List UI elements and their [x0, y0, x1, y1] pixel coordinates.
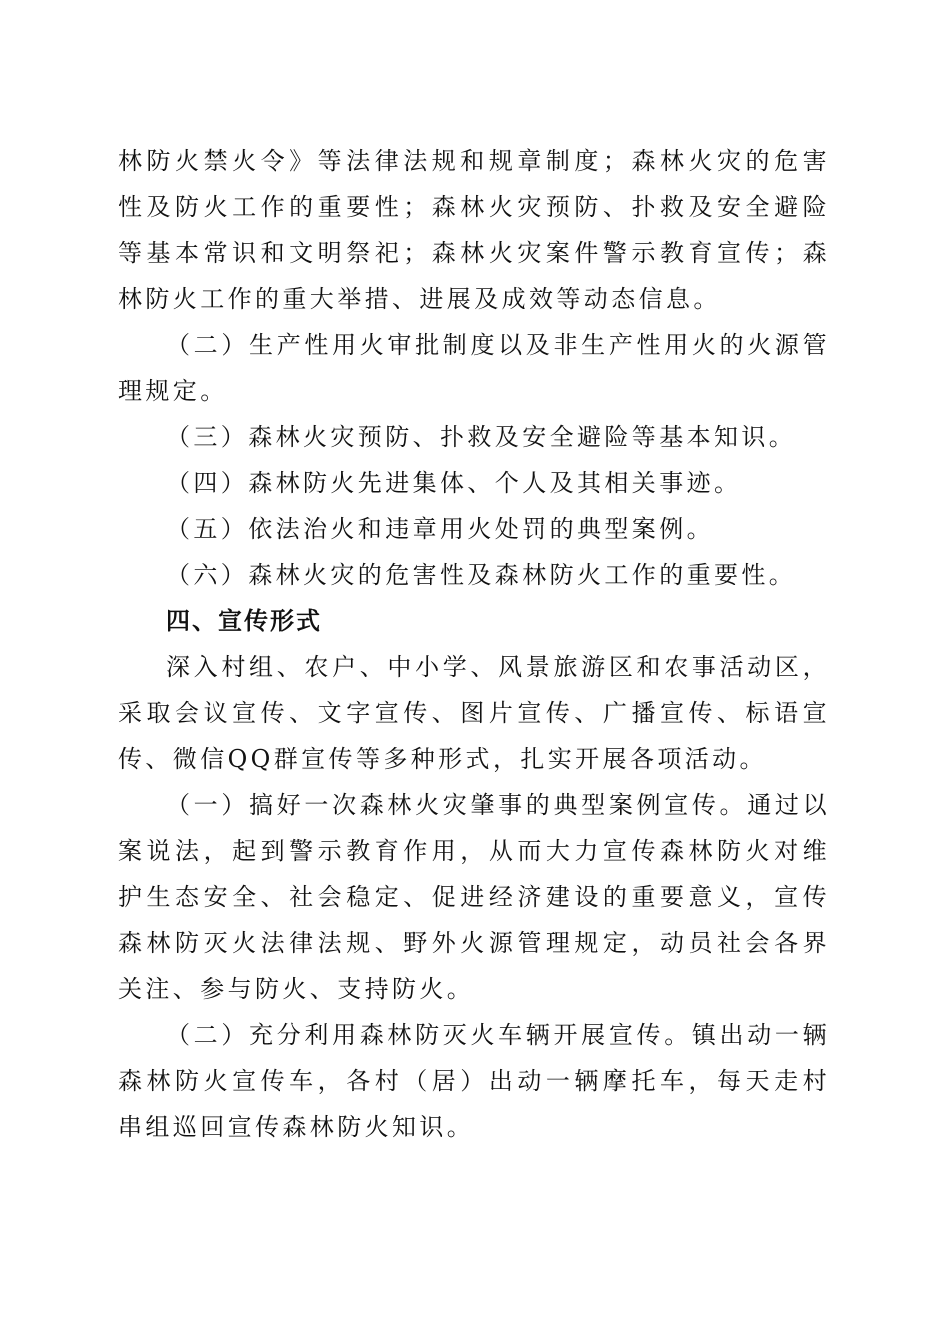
- paragraph-item-4: （四）森林防火先进集体、个人及其相关事迹。: [166, 469, 742, 497]
- section-heading-publicity-forms: 四、宣传形式: [166, 607, 322, 635]
- paragraph-item-5: （五）依法治火和违章用火处罚的典型案例。: [166, 515, 714, 543]
- paragraph-form-2: （二）充分利用森林防灭火车辆开展宣传。镇出动一辆森林防火宣传车，各村（居）出动一辆摩托车，每天走村串组巡回宣传森林防火知识。: [118, 1021, 830, 1141]
- document-body: [118, 138, 830, 1150]
- paragraph-item-3: （三）森林火灾预防、扑救及安全避险等基本知识。: [166, 423, 797, 451]
- paragraph-publicity-intro: 深入村组、农户、中小学、风景旅游区和农事活动区，采取会议宣传、文字宣传、图片宣传、广播宣传、标语宣传、微信QQ群宣传等多种形式，扎实开展各项活动。: [118, 653, 830, 773]
- paragraph-item-2: （二）生产性用火审批制度以及非生产性用火的火源管理规定。: [118, 331, 830, 405]
- paragraph-item-6: （六）森林火灾的危害性及森林防火工作的重要性。: [166, 561, 797, 589]
- paragraph-form-1: （一）搞好一次森林火灾肇事的典型案例宣传。通过以案说法，起到警示教育作用，从而大力宣传森林防火对维护生态安全、社会稳定、促进经济建设的重要意义，宣传森林防灭火法律法规、野外火源管理规定，动员社会各界关注、参与防火、支持防火。: [118, 791, 830, 1003]
- paragraph-continued-content: 林防火禁火令》等法律法规和规章制度；森林火灾的危害性及防火工作的重要性；森林火灾预防、扑救及安全避险等基本常识和文明祭祀；森林火灾案件警示教育宣传；森林防火工作的重大举措、进展及成效等动态信息。: [118, 147, 830, 313]
